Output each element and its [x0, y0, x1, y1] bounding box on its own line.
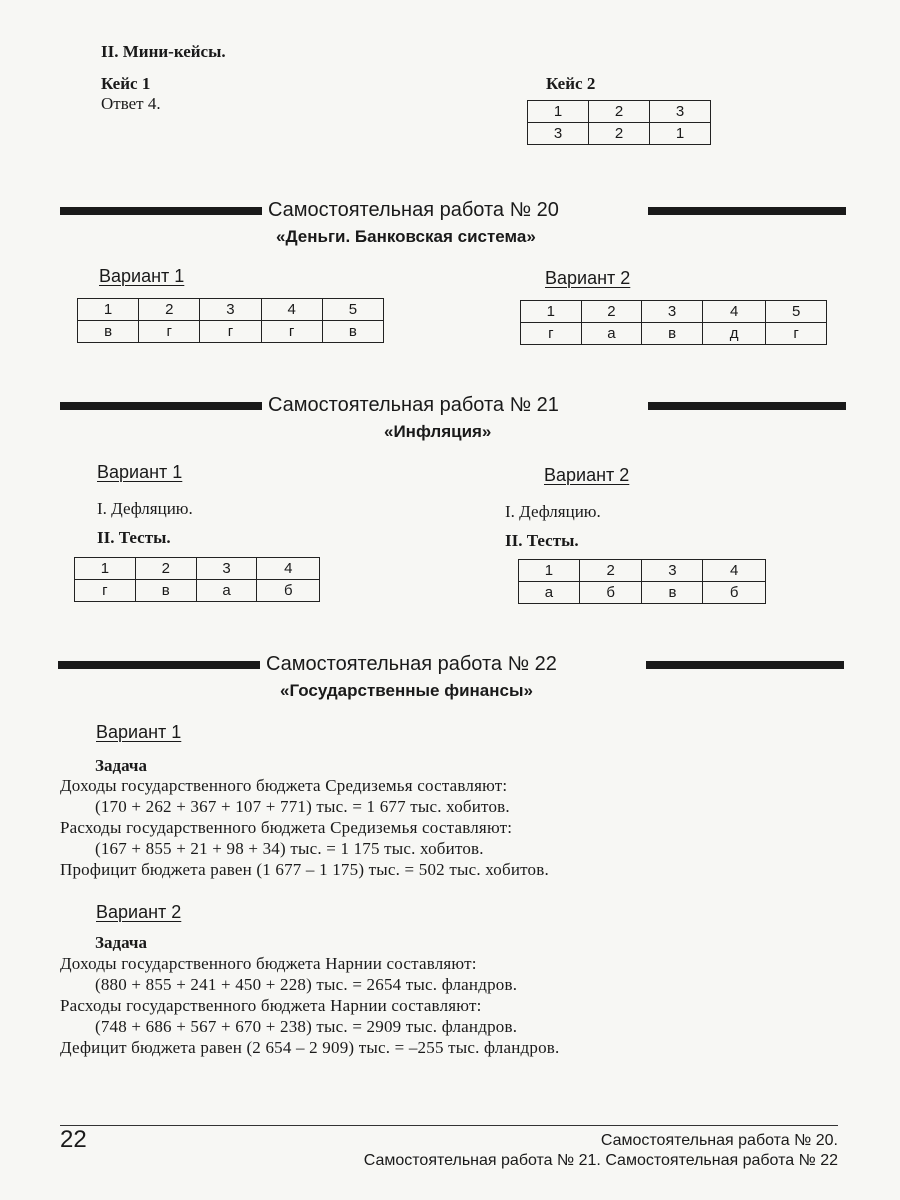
table-cell: б: [579, 582, 642, 604]
table-cell: 4: [702, 301, 765, 323]
work21-variant1-label: Вариант 1: [97, 462, 183, 482]
work21-variant1-q1: I. Дефляцию.: [97, 499, 193, 518]
table-cell: 3: [200, 299, 261, 321]
footer-line1: Самостоятельная работа № 20.: [600, 1132, 838, 1149]
work21-variant2-q2: II. Тесты.: [505, 531, 579, 550]
section-divider-left: [60, 402, 262, 410]
table-cell: д: [702, 323, 765, 345]
table-cell: 3: [642, 560, 703, 582]
case2-label: Кейс 2: [546, 74, 596, 93]
table-cell: г: [139, 321, 200, 343]
work21-variant2-q1: I. Дефляцию.: [505, 502, 601, 521]
table-cell: а: [581, 323, 642, 345]
table-row: [519, 560, 766, 582]
work21-variant1-q2: II. Тесты.: [97, 528, 171, 547]
budget-line: (880 + 855 + 241 + 450 + 228) тыс. = 2654 тыс. фландров.: [95, 975, 518, 994]
table-row: [528, 123, 711, 145]
table-cell: 1: [521, 301, 582, 323]
table-cell: б: [703, 582, 766, 604]
table-cell: в: [78, 321, 139, 343]
table-cell: 3: [642, 301, 703, 323]
table-cell: 3: [528, 123, 589, 145]
table-cell: 1: [519, 560, 580, 582]
budget-line: Доходы государственного бюджета Нарнии составляют:: [60, 954, 477, 973]
budget-line: (748 + 686 + 567 + 670 + 238) тыс. = 2909 тыс. фландров.: [95, 1017, 518, 1036]
work22-subtitle: «Государственные финансы»: [280, 681, 533, 700]
budget-line: (170 + 262 + 367 + 107 + 771) тыс. = 1 677 тыс. хобитов.: [95, 797, 510, 816]
table-row: [521, 301, 827, 323]
work20-variant1-table: [77, 298, 384, 343]
table-cell: 2: [589, 123, 650, 145]
work20-title: Самостоятельная работа № 20: [268, 199, 559, 221]
table-row: [78, 321, 384, 343]
table-cell: 3: [650, 101, 711, 123]
table-cell: 4: [257, 558, 320, 580]
table-cell: б: [257, 580, 320, 602]
table-cell: 3: [196, 558, 257, 580]
table-cell: в: [135, 580, 196, 602]
case1-answer: Ответ 4.: [101, 94, 161, 113]
table-cell: 2: [139, 299, 200, 321]
page-number: 22: [60, 1126, 87, 1153]
table-cell: 1: [528, 101, 589, 123]
case1-label: Кейс 1: [101, 74, 151, 93]
work21-variant2-table: [518, 559, 766, 604]
table-cell: в: [642, 323, 703, 345]
work20-variant2-label: Вариант 2: [545, 268, 631, 288]
work22-variant1-task: Задача: [95, 756, 147, 775]
work22-variant2-task: Задача: [95, 933, 147, 952]
work21-variant1-table: [74, 557, 320, 602]
table-cell: 1: [78, 299, 139, 321]
budget-line: (167 + 855 + 21 + 98 + 34) тыс. = 1 175 тыс. хобитов.: [95, 839, 484, 858]
table-cell: г: [521, 323, 582, 345]
section-divider-left: [60, 207, 262, 215]
case2-table: [527, 100, 711, 145]
section-divider-left: [58, 661, 260, 669]
work21-title: Самостоятельная работа № 21: [268, 394, 559, 416]
table-cell: г: [75, 580, 136, 602]
table-cell: 4: [261, 299, 322, 321]
work21-subtitle: «Инфляция»: [384, 422, 492, 441]
table-cell: 5: [766, 301, 827, 323]
table-cell: 2: [581, 301, 642, 323]
table-row: [519, 582, 766, 604]
table-cell: г: [766, 323, 827, 345]
budget-line: Расходы государственного бюджета Средиземья составляют:: [60, 818, 513, 837]
table-cell: 5: [322, 299, 383, 321]
table-cell: в: [322, 321, 383, 343]
work20-subtitle: «Деньги. Банковская система»: [276, 227, 536, 246]
section-divider-right: [646, 661, 844, 669]
table-cell: 4: [703, 560, 766, 582]
table-cell: 1: [650, 123, 711, 145]
work22-title: Самостоятельная работа № 22: [266, 653, 557, 675]
table-row: [75, 580, 320, 602]
table-cell: в: [642, 582, 703, 604]
table-row: [521, 323, 827, 345]
table-cell: а: [196, 580, 257, 602]
budget-line: Профицит бюджета равен (1 677 – 1 175) тыс. = 502 тыс. хобитов.: [60, 860, 549, 879]
table-cell: а: [519, 582, 580, 604]
budget-line: Дефицит бюджета равен (2 654 – 2 909) тыс. = –255 тыс. фландров.: [60, 1038, 560, 1057]
section-divider-right: [648, 402, 846, 410]
work20-variant2-table: [520, 300, 827, 345]
table-cell: 2: [579, 560, 642, 582]
table-cell: 1: [75, 558, 136, 580]
table-cell: г: [200, 321, 261, 343]
work21-variant2-label: Вариант 2: [544, 465, 630, 485]
table-cell: 2: [589, 101, 650, 123]
table-row: [75, 558, 320, 580]
footer-rule: [60, 1125, 838, 1126]
footer-line2: Самостоятельная работа № 21. Самостоятельная работа № 22: [363, 1152, 838, 1169]
work22-variant2-label: Вариант 2: [96, 902, 182, 922]
table-row: [78, 299, 384, 321]
mini-cases-heading: II. Мини-кейсы.: [101, 42, 226, 61]
budget-line: Расходы государственного бюджета Нарнии составляют:: [60, 996, 482, 1015]
work20-variant1-label: Вариант 1: [99, 266, 185, 286]
table-cell: г: [261, 321, 322, 343]
budget-line: Доходы государственного бюджета Средиземья составляют:: [60, 776, 508, 795]
work22-variant1-label: Вариант 1: [96, 722, 182, 742]
table-cell: 2: [135, 558, 196, 580]
section-divider-right: [648, 207, 846, 215]
table-row: [528, 101, 711, 123]
